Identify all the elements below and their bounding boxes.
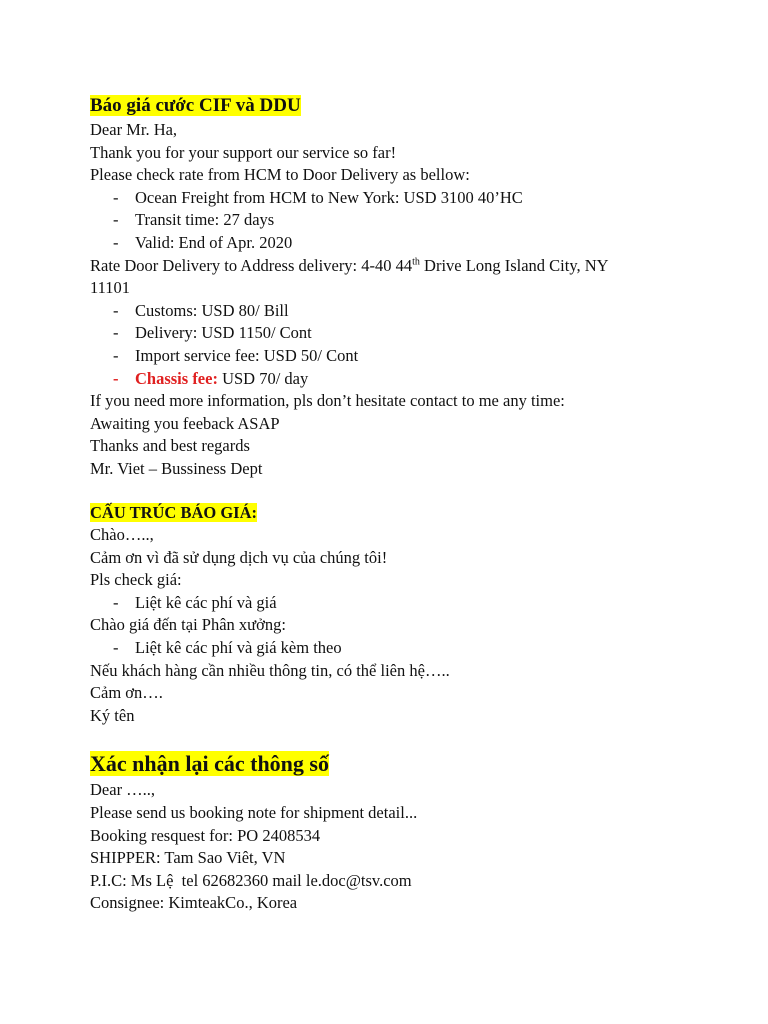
bullet-dash: - [113,592,119,612]
list-item [90,209,730,232]
section3-greeting: Dear ….., [90,780,156,800]
section2-more-info: Nếu khách hàng cần nhiều thông tin, có thể liên hệ….. [90,660,450,680]
section3-heading-text: Xác nhận lại các thông số [90,751,329,777]
section2-door: Chào giá đến tại Phân xưởng: [90,615,286,635]
bullet-dash: - [113,187,119,207]
section1-intro: Please check rate from HCM to Door Delivery as bellow: [90,165,470,185]
section3-consignee: Consignee: KimteakCo., Korea [90,893,298,913]
section1-more-info: If you need more information, pls don’t hesitate contact to me any time: [90,391,565,411]
chassis-value: USD 70/ day [217,368,309,388]
section2-heading-text: CẤU TRÚC BÁO GIÁ: [90,502,257,522]
section3-pic: P.I.C: Ms Lệ tel 62682360 mail le.doc@tsv.com [90,870,412,890]
list-item-text: Liệt kê các phí và giá [135,592,277,612]
section2-greeting: Chào….., [90,525,154,545]
address-superscript: th [412,256,420,268]
section3-request: Please send us booking note for shipment detail... [90,803,418,823]
section1-signature: Mr. Viet – Bussiness Dept [90,458,263,478]
bullet-dash: - [113,300,119,320]
section1-greeting: Dear Mr. Ha, [90,120,178,139]
document-page [90,93,730,915]
section3-booking: Booking resquest for: PO 2408534 [90,825,321,845]
bullet-dash: - [113,210,119,230]
section2-thanks: Cảm ơn vì đã sử dụng dịch vụ của chúng tôi! [90,547,388,567]
section1-awaiting: Awaiting you feeback ASAP [90,413,280,433]
spacer [90,727,730,749]
list-item-text: Transit time: 27 days [135,210,275,230]
list-item-text: Customs: USD 80/ Bill [135,300,289,320]
section2-heading [90,502,730,525]
section3-heading [90,749,730,779]
address-prefix: Rate Door Delivery to Address delivery: 4-40 44 [90,255,413,275]
section2-sign: Ký tên [90,705,135,725]
section1-regards: Thanks and best regards [90,436,250,456]
chassis-label: Chassis fee: [135,368,218,388]
section1-thanks: Thank you for your support our service so far! [90,142,397,162]
bullet-dash: - [113,638,119,658]
list-item [90,592,730,615]
list-item-text: Liệt kê các phí và giá kèm theo [135,638,342,658]
section1-heading-text: Báo giá cước CIF và DDU [90,95,301,116]
list-item [90,345,730,368]
section1-heading [90,93,730,119]
list-item [90,637,730,660]
list-item-text: Delivery: USD 1150/ Cont [135,323,312,343]
section3-shipper: SHIPPER: Tam Sao Viêt, VN [90,848,286,868]
list-item-chassis [90,368,730,391]
list-item [90,187,730,210]
list-item [90,322,730,345]
list-item-text: Valid: End of Apr. 2020 [135,232,293,252]
spacer [90,481,730,502]
bullet-dash: - [113,345,119,365]
list-item-text: Import service fee: USD 50/ Cont [135,345,359,365]
address-zip: 11101 [90,278,131,298]
section2-thanks-short: Cảm ơn…. [90,683,163,703]
list-item [90,232,730,255]
address-line [90,255,730,278]
bullet-dash: - [113,232,119,252]
address-suffix: Drive Long Island City, NY [419,255,609,275]
list-item-text: Ocean Freight from HCM to New York: USD 3100 40’HC [135,187,523,207]
section2-check: Pls check giá: [90,570,182,590]
bullet-dash: - [113,323,119,343]
bullet-dash: - [113,368,119,388]
list-item [90,300,730,323]
